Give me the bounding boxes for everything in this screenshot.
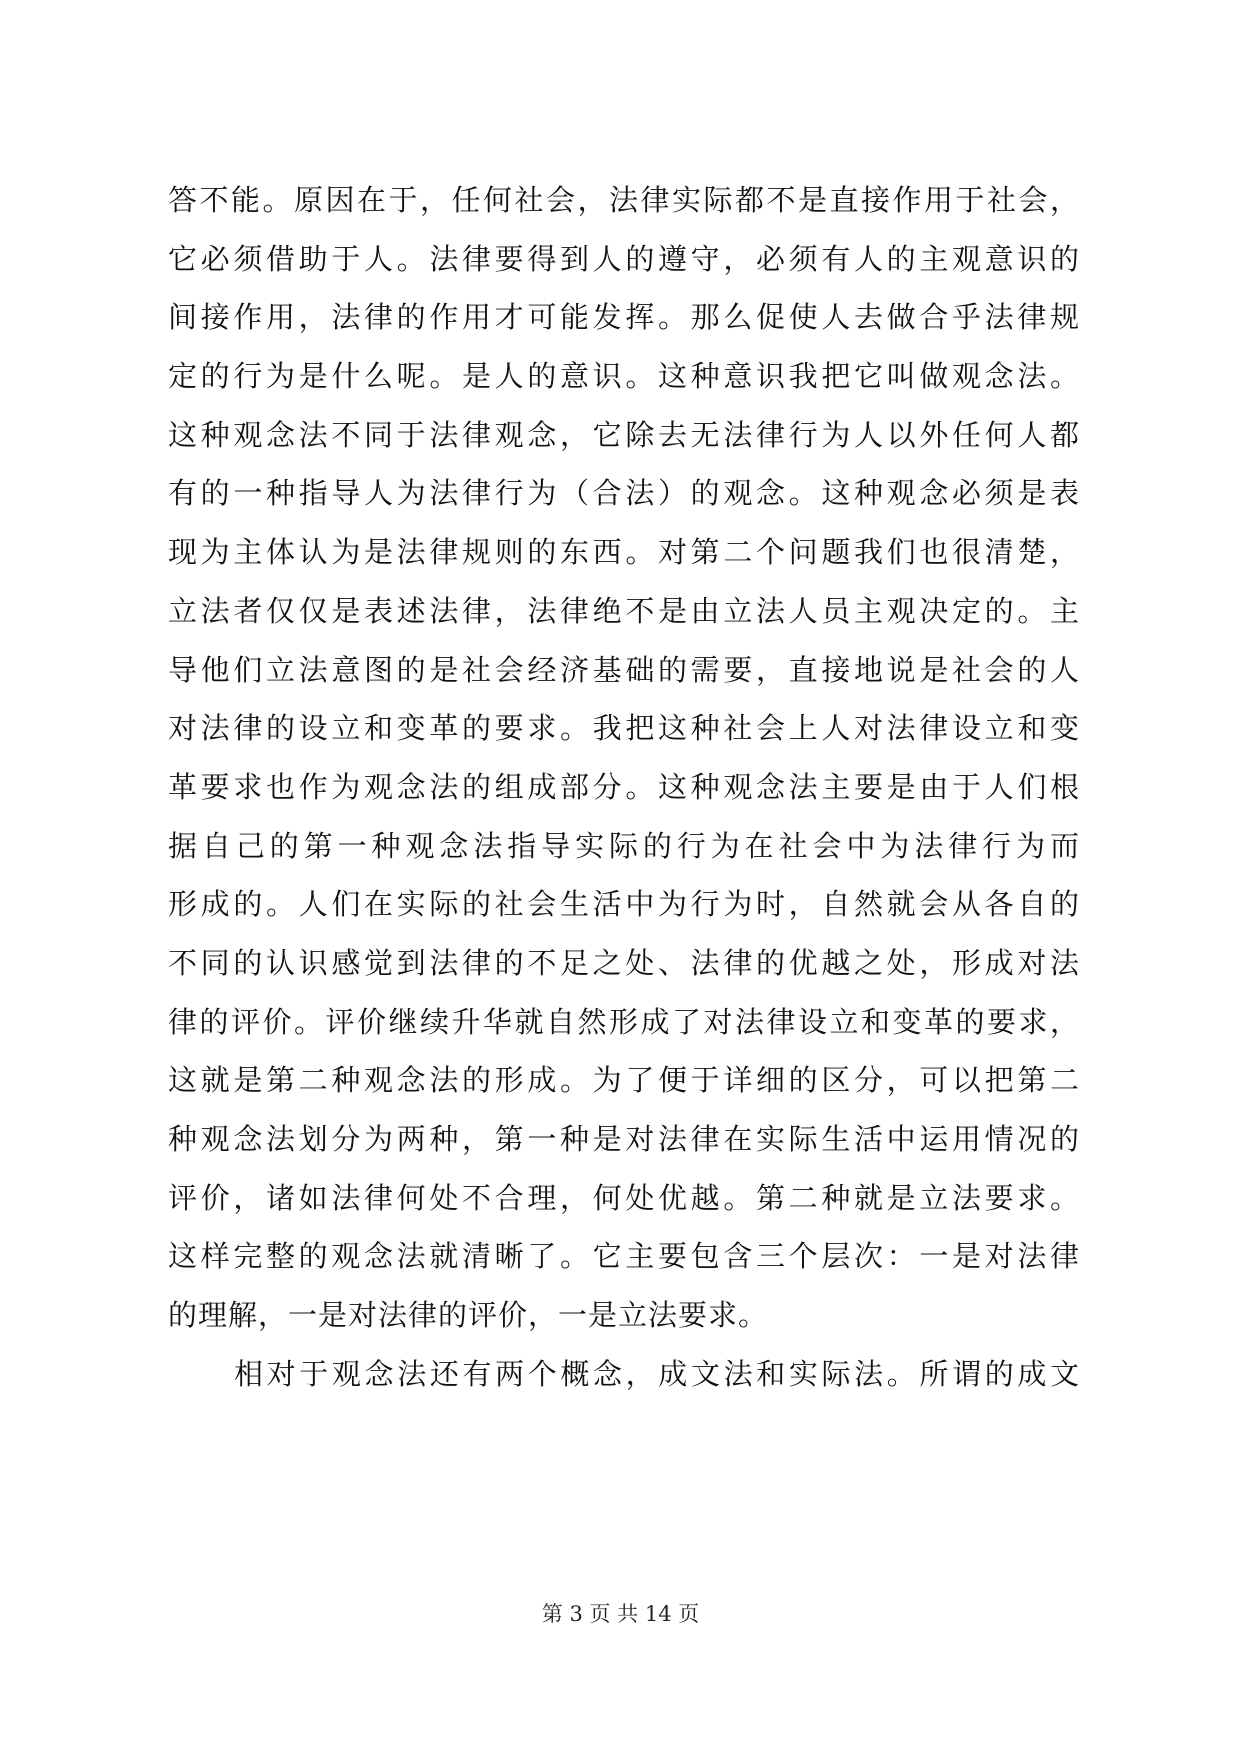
text-line: 导他们立法意图的是社会经济基础的需要，直接地说是社会的人 xyxy=(168,652,1080,687)
text-line: 现为主体认为是法律规则的东西。对第二个问题我们也很清楚， xyxy=(168,535,1080,570)
text-line: 间接作用，法律的作用才可能发挥。那么促使人去做合乎法律规 xyxy=(168,300,1080,335)
text-line: 相对于观念法还有两个概念，成文法和实际法。所谓的成文 xyxy=(234,1356,1080,1391)
paragraph-2 xyxy=(168,1345,1080,1404)
body-text xyxy=(168,171,1080,1403)
text-line: 定的行为是什么呢。是人的意识。这种意识我把它叫做观念法。 xyxy=(168,359,1080,394)
text-line: 这样完整的观念法就清晰了。它主要包含三个层次：一是对法律 xyxy=(168,1239,1080,1274)
text-line: 答不能。原因在于，任何社会，法律实际都不是直接作用于社会， xyxy=(168,183,1080,217)
paragraph-1 xyxy=(168,171,1080,1345)
text-line: 革要求也作为观念法的组成部分。这种观念法主要是由于人们根 xyxy=(168,769,1080,804)
text-line: 种观念法划分为两种，第一种是对法律在实际生活中运用情况的 xyxy=(168,1122,1080,1156)
text-line: 这种观念法不同于法律观念，它除去无法律行为人以外任何人都 xyxy=(168,417,1080,452)
text-line: 不同的认识感觉到法律的不足之处、法律的优越之处，形成对法 xyxy=(168,945,1080,980)
text-line: 形成的。人们在实际的社会生活中为行为时，自然就会从各自的 xyxy=(168,887,1080,922)
text-line: 评价，诸如法律何处不合理，何处优越。第二种就是立法要求。 xyxy=(168,1180,1080,1215)
text-line: 立法者仅仅是表述法律，法律绝不是由立法人员主观决定的。主 xyxy=(168,593,1080,628)
text-line: 据自己的第一种观念法指导实际的行为在社会中为法律行为而 xyxy=(168,828,1080,863)
text-line: 的理解，一是对法律的评价，一是立法要求。 xyxy=(168,1298,769,1333)
text-line: 它必须借助于人。法律要得到人的遵守，必须有人的主观意识的 xyxy=(168,241,1080,276)
text-line: 有的一种指导人为法律行为（合法）的观念。这种观念必须是表 xyxy=(168,476,1080,511)
text-line: 律的评价。评价继续升华就自然形成了对法律设立和变革的要求， xyxy=(168,1004,1080,1039)
text-line: 对法律的设立和变革的要求。我把这种社会上人对法律设立和变 xyxy=(168,711,1080,746)
text-line: 这就是第二种观念法的形成。为了便于详细的区分，可以把第二 xyxy=(168,1063,1080,1098)
page-number-footer: 第 3 页 共 14 页 xyxy=(541,1602,700,1626)
